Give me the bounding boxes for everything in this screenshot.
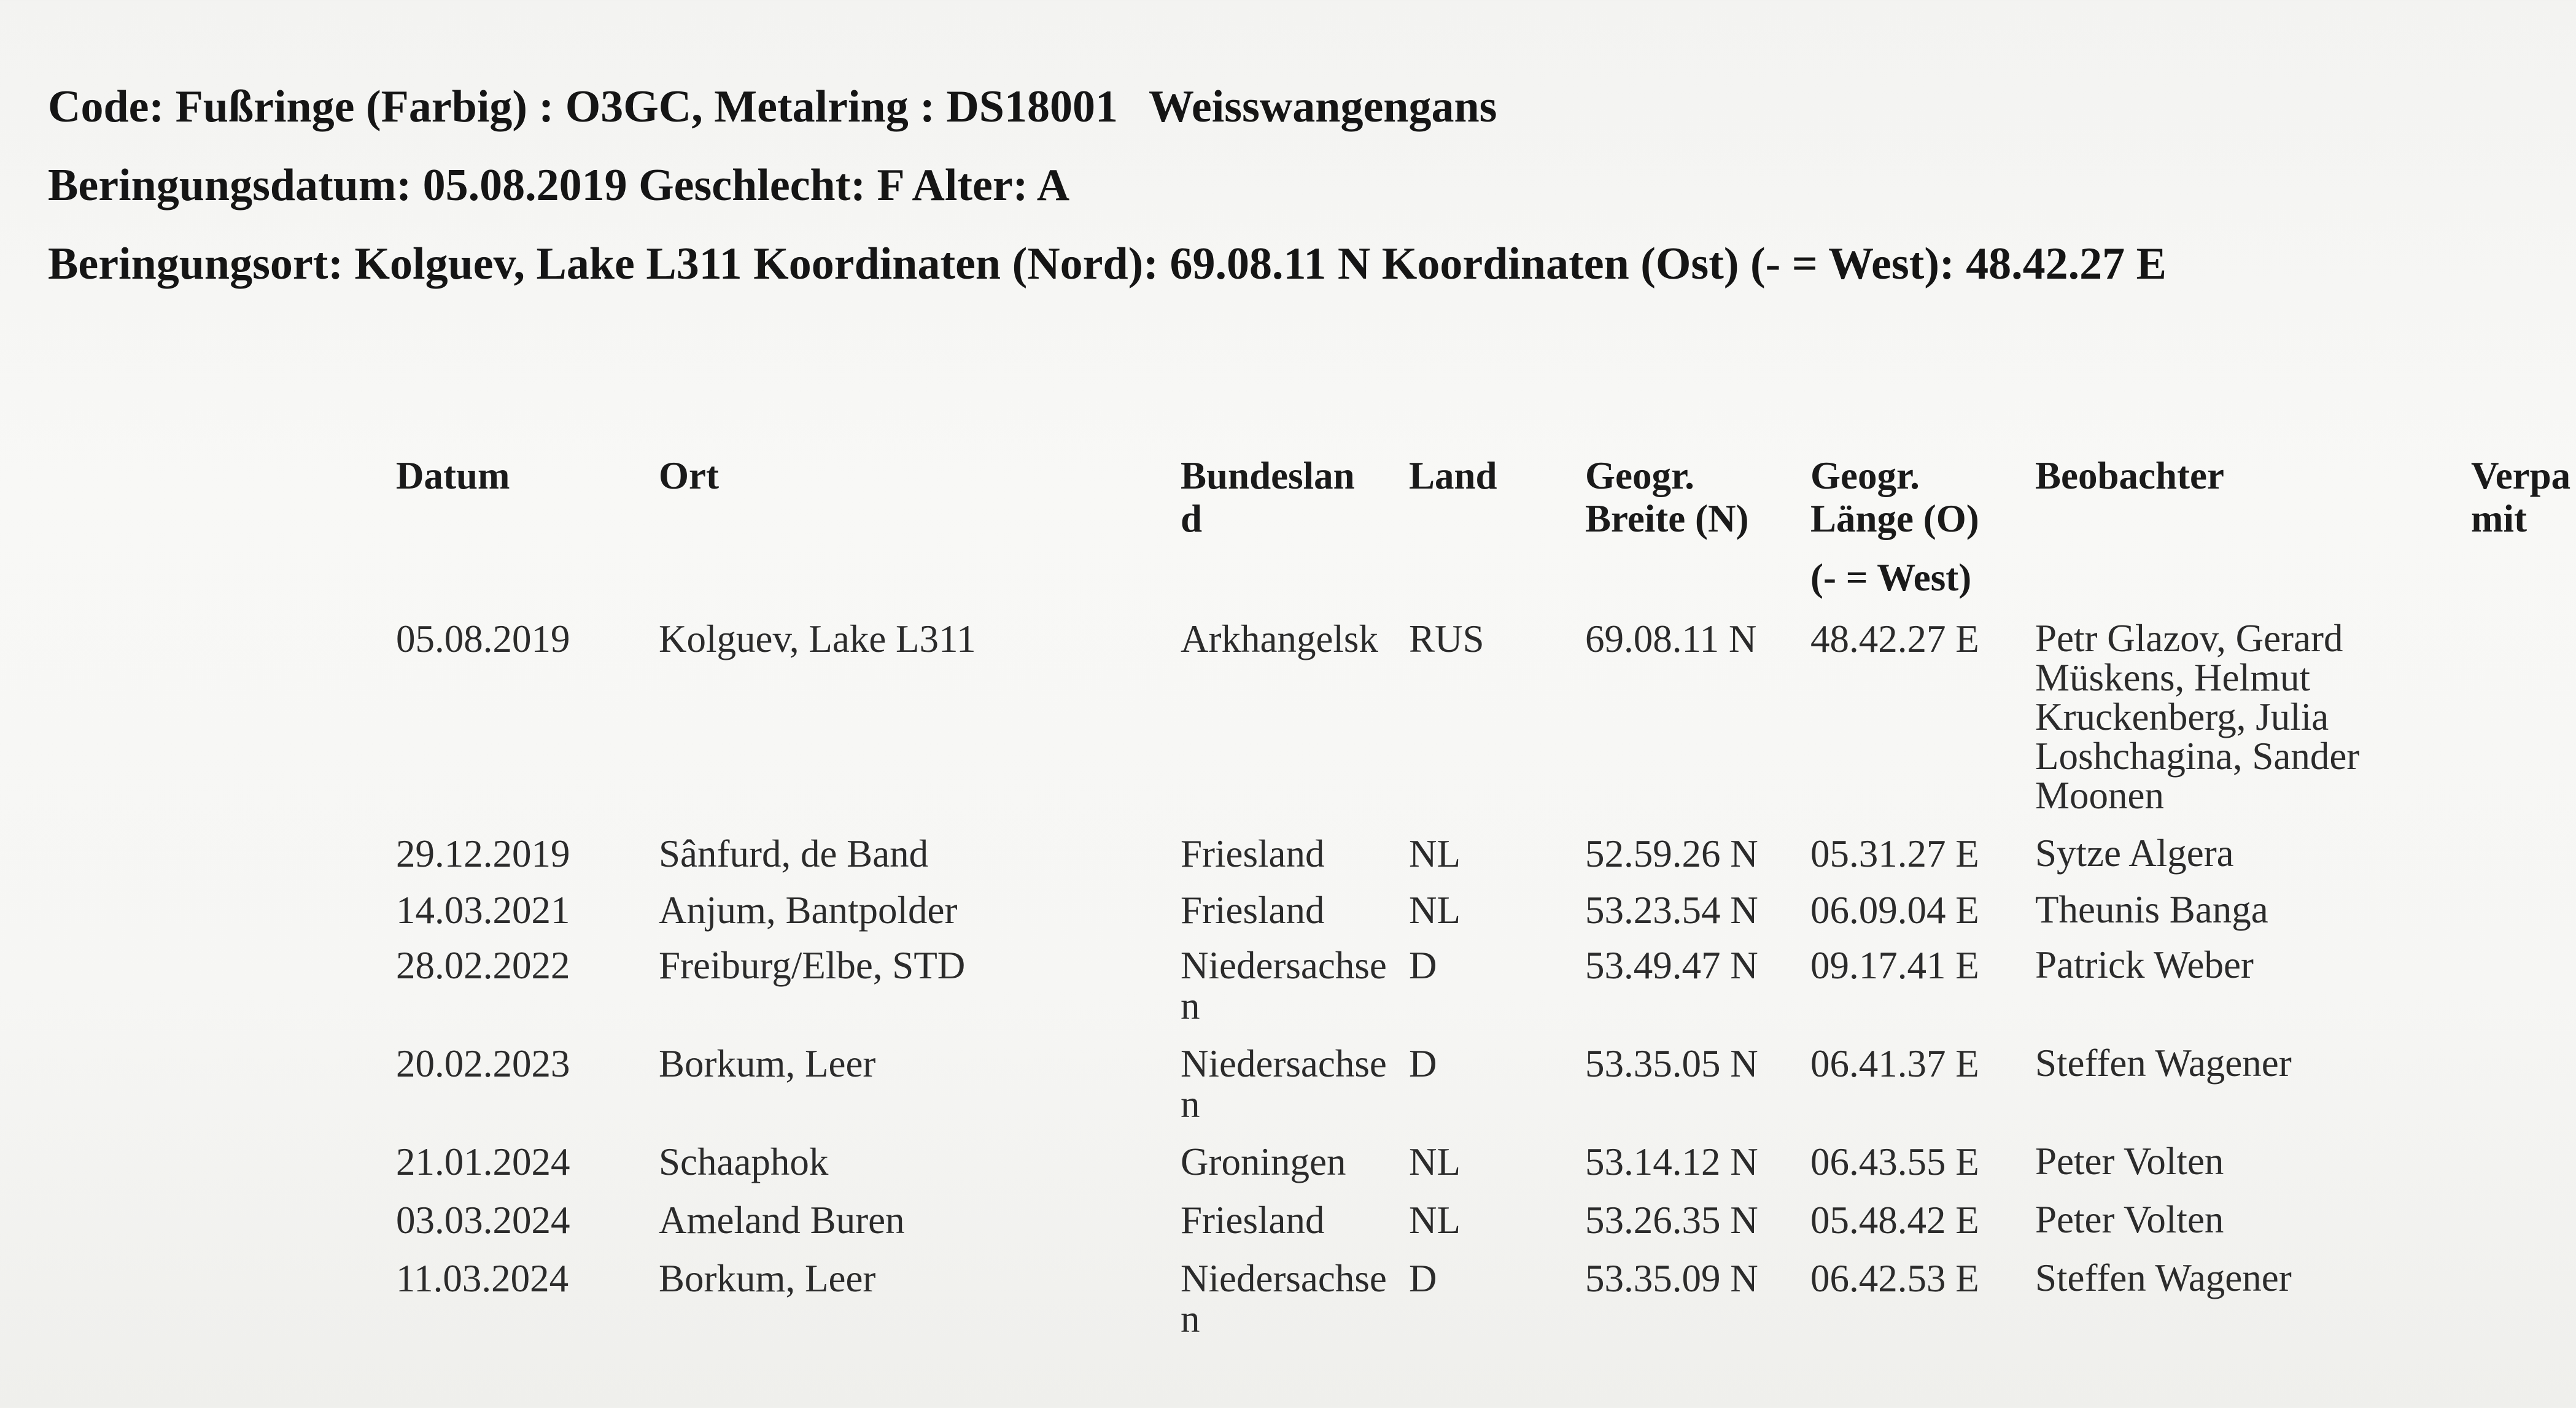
cell-land: NL xyxy=(1409,1199,1461,1242)
cell-bundesland: Arkhangelsk xyxy=(1181,617,1378,660)
column-header-laenge-part1: Geogr. xyxy=(1810,454,1920,497)
cell-land: D xyxy=(1409,1042,1437,1085)
column-header-laenge-part2: Länge (O) xyxy=(1810,497,1979,540)
column-header-land: Land xyxy=(1409,454,1497,497)
column-header-datum: Datum xyxy=(396,454,510,497)
ring-code-text: Code: Fußringe (Farbig) : O3GC, Metalring : DS18001 xyxy=(48,82,1118,132)
species-name: Weisswangengans xyxy=(1148,82,1497,132)
cell-breite: 53.14.12 N xyxy=(1585,1140,1758,1183)
cell-laenge: 48.42.27 E xyxy=(1810,617,1979,660)
ringing-date-line: Beringungsdatum: 05.08.2019 Geschlecht: F Alter: A xyxy=(48,160,1070,211)
cell-beobachter: Theunis Banga xyxy=(2035,888,2268,931)
cell-bundesland: Friesland xyxy=(1181,832,1325,875)
cell-datum: 29.12.2019 xyxy=(396,832,570,875)
column-header-verpaart xyxy=(2471,454,2570,540)
cell-land: D xyxy=(1409,1257,1437,1300)
cell-breite: 53.35.09 N xyxy=(1585,1257,1758,1300)
column-header-laenge xyxy=(1810,454,1979,599)
cell-beobachter: Sytze Algera xyxy=(2035,832,2234,875)
cell-ort: Ameland Buren xyxy=(659,1199,905,1242)
cell-datum: 05.08.2019 xyxy=(396,617,570,660)
cell-ort: Sânfurd, de Band xyxy=(659,832,929,875)
cell-land: NL xyxy=(1409,1140,1461,1183)
cell-bundesland: Groningen xyxy=(1181,1140,1346,1183)
cell-bundesland: Friesland xyxy=(1181,889,1325,932)
cell-land: D xyxy=(1409,944,1437,987)
ring-header xyxy=(48,68,2167,303)
cell-datum: 14.03.2021 xyxy=(396,889,570,932)
ring-code-line xyxy=(48,68,2167,146)
cell-datum: 21.01.2024 xyxy=(396,1140,570,1183)
cell-breite: 53.26.35 N xyxy=(1585,1199,1758,1242)
cell-datum: 03.03.2024 xyxy=(396,1199,570,1242)
column-header-bundesland xyxy=(1181,454,1355,540)
column-header-breite-part2: Breite (N) xyxy=(1585,497,1749,540)
cell-bundesland: Friesland xyxy=(1181,1199,1325,1242)
column-header-bundesland-part2: d xyxy=(1181,497,1203,540)
cell-laenge: 06.43.55 E xyxy=(1810,1140,1979,1183)
cell-beobachter: Steffen Wagener xyxy=(2035,1256,2292,1299)
cell-breite: 52.59.26 N xyxy=(1585,832,1758,875)
cell-ort: Borkum, Leer xyxy=(659,1257,876,1300)
cell-ort: Anjum, Bantpolder xyxy=(659,889,958,932)
column-header-beobachter: Beobachter xyxy=(2035,454,2224,497)
column-header-ort: Ort xyxy=(659,454,719,497)
column-header-laenge-part3: (- = West) xyxy=(1810,556,1972,599)
cell-breite: 53.23.54 N xyxy=(1585,889,1758,932)
cell-beobachter: Peter Volten xyxy=(2035,1198,2224,1241)
ringing-location-line: Beringungsort: Kolguev, Lake L311 Koordinaten (Nord): 69.08.11 N Koordinaten (Ost) (- = West): 48.42.27 E xyxy=(48,239,2167,289)
cell-land: NL xyxy=(1409,889,1461,932)
cell-ort: Schaaphok xyxy=(659,1140,829,1183)
column-header-bundesland-part1: Bundeslan xyxy=(1181,454,1355,497)
column-header-breite-part1: Geogr. xyxy=(1585,454,1694,497)
cell-laenge: 06.41.37 E xyxy=(1810,1042,1979,1085)
cell-breite: 69.08.11 N xyxy=(1585,617,1757,660)
cell-beobachter: Petr Glazov, Gerard Müskens, Helmut Kruckenberg, Julia Loshchagina, Sander Moonen xyxy=(2035,617,2360,817)
cell-breite: 53.49.47 N xyxy=(1585,944,1758,987)
cell-breite: 53.35.05 N xyxy=(1585,1042,1758,1085)
cell-ort: Borkum, Leer xyxy=(659,1042,876,1085)
cell-beobachter: Peter Volten xyxy=(2035,1140,2224,1183)
column-header-verpaart-part2: mit xyxy=(2471,497,2527,540)
column-header-verpaart-part1: Verpa xyxy=(2471,454,2571,497)
cell-laenge: 05.31.27 E xyxy=(1810,832,1979,875)
cell-bundesland: Niedersachsen xyxy=(1181,1042,1387,1126)
cell-land: NL xyxy=(1409,832,1461,875)
cell-laenge: 06.42.53 E xyxy=(1810,1257,1979,1300)
cell-datum: 11.03.2024 xyxy=(396,1257,569,1300)
cell-datum: 28.02.2022 xyxy=(396,944,570,987)
cell-land: RUS xyxy=(1409,617,1484,660)
cell-bundesland: Niedersachsen xyxy=(1181,1257,1387,1340)
cell-ort: Freiburg/Elbe, STD xyxy=(659,944,966,987)
cell-laenge: 09.17.41 E xyxy=(1810,944,1979,987)
cell-beobachter: Patrick Weber xyxy=(2035,943,2254,986)
cell-beobachter: Steffen Wagener xyxy=(2035,1042,2292,1085)
cell-laenge: 05.48.42 E xyxy=(1810,1199,1979,1242)
cell-bundesland: Niedersachsen xyxy=(1181,944,1387,1027)
cell-ort: Kolguev, Lake L311 xyxy=(659,617,976,660)
column-header-breite xyxy=(1585,454,1748,540)
cell-datum: 20.02.2023 xyxy=(396,1042,570,1085)
cell-laenge: 06.09.04 E xyxy=(1810,889,1979,932)
